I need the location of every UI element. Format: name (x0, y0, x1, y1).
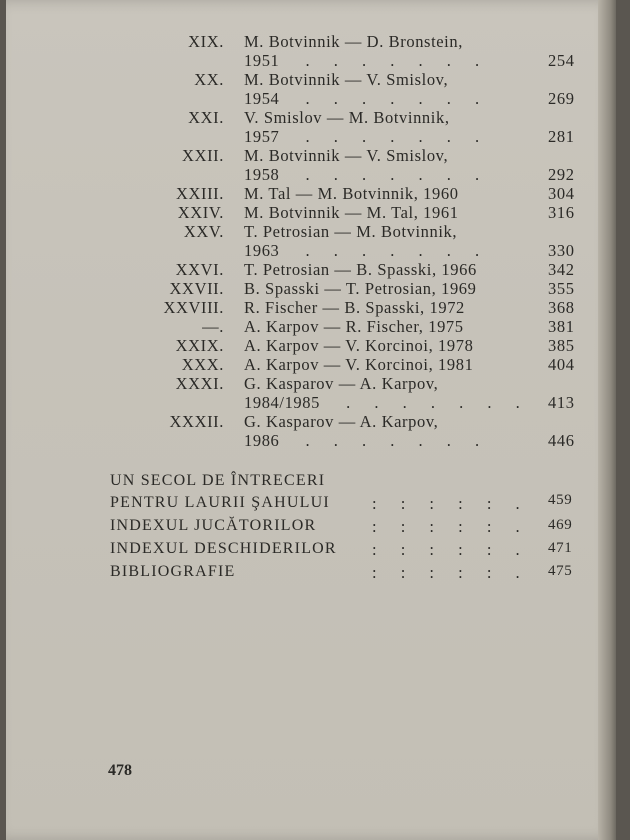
entry-year (244, 51, 534, 71)
chapter-number: XXVI. (175, 260, 224, 279)
entry-year-text: 1954 (244, 89, 280, 108)
book-page (6, 0, 616, 840)
section-page: 469 (548, 517, 573, 533)
section-title-line2: PENTRU LAURII ŞAHULUI (110, 494, 330, 511)
leader-dots: . . . . . . . (291, 127, 490, 146)
leader-dots: . . . . . . . (331, 393, 530, 412)
entry-year (244, 431, 534, 451)
entry-page: 269 (548, 89, 575, 108)
leader-dots: . . . . . . . (291, 51, 490, 70)
entry-year-text: 1984/1985 (244, 393, 320, 412)
toc-entry (6, 412, 596, 450)
entry-year (244, 89, 534, 109)
entry-title: A. Karpov — R. Fischer, 1975 (244, 317, 464, 336)
entry-title: A. Karpov — V. Korcinoi, 1978 (244, 336, 474, 355)
leader-dots: . . . . . . . (291, 165, 490, 184)
entry-title: A. Karpov — V. Korcinoi, 1981 (244, 355, 474, 374)
entry-page: 368 (548, 298, 575, 317)
toc-entry (6, 336, 596, 355)
chapter-number: XXVIII. (163, 298, 224, 317)
toc-entry (6, 146, 596, 184)
chapter-number: XXXII. (169, 412, 224, 431)
entry-title: M. Botvinnik — D. Bronstein, (244, 32, 463, 51)
chapter-number: XX. (194, 70, 224, 89)
leader-dots: : : : : : . (372, 517, 530, 536)
toc-section (6, 517, 596, 540)
entry-year-text: 1957 (244, 127, 280, 146)
toc-entry (6, 279, 596, 298)
entry-page: 385 (548, 336, 575, 355)
chapter-number: XXII. (182, 146, 224, 165)
toc-entry (6, 355, 596, 374)
chapter-number: XXV. (183, 222, 224, 241)
chapter-number: XXVII. (169, 279, 224, 298)
leader-dots: : : : : : . (372, 540, 530, 559)
entry-title: G. Kasparov — A. Karpov, (244, 412, 439, 431)
entry-title: M. Tal — M. Botvinnik, 1960 (244, 184, 459, 203)
page-number: 478 (108, 762, 132, 779)
entry-page: 281 (548, 127, 575, 146)
entry-page: 316 (548, 203, 575, 222)
toc-entry (6, 32, 596, 70)
section-page: 471 (548, 540, 573, 556)
leader-dots: : : : : : . (372, 494, 530, 513)
page-edge (598, 0, 616, 840)
toc-entry (6, 184, 596, 203)
toc-entry (6, 317, 596, 336)
section-title: INDEXUL JUCĂTORILOR (110, 517, 317, 534)
entry-page: 342 (548, 260, 575, 279)
toc-entry (6, 203, 596, 222)
entry-page: 304 (548, 184, 575, 203)
chapter-number: —. (202, 317, 224, 336)
toc-section (6, 540, 596, 563)
entry-year (244, 393, 534, 413)
entry-year (244, 127, 534, 147)
leader-dots: . . . . . . . (291, 89, 490, 108)
leader-dots: : : : : : . (372, 563, 530, 582)
toc-section (6, 563, 596, 586)
entry-title: T. Petrosian — M. Botvinnik, (244, 222, 458, 241)
entry-year-text: 1963 (244, 241, 280, 260)
chapter-number: XIX. (188, 32, 224, 51)
section-page: 459 (548, 492, 573, 508)
entry-year-text: 1951 (244, 51, 280, 70)
toc-entry (6, 222, 596, 260)
entry-page: 404 (548, 355, 575, 374)
entry-page: 254 (548, 51, 575, 70)
entry-page: 292 (548, 165, 575, 184)
chapter-number: XXIX. (175, 336, 224, 355)
leader-dots: . . . . . . . (291, 241, 490, 260)
match-entries (6, 32, 596, 450)
chapter-number: XXXI. (175, 374, 224, 393)
entry-title: R. Fischer — B. Spasski, 1972 (244, 298, 465, 317)
entry-title: M. Botvinnik — V. Smislov, (244, 146, 449, 165)
section-title: INDEXUL DESCHIDERILOR (110, 540, 337, 557)
leader-dots: . . . . . . . (291, 431, 490, 450)
section-title: BIBLIOGRAFIE (110, 563, 236, 580)
entry-year-text: 1986 (244, 431, 280, 450)
entry-page: 381 (548, 317, 575, 336)
entry-page: 330 (548, 241, 575, 260)
toc-entry (6, 108, 596, 146)
entry-title: M. Botvinnik — V. Smislov, (244, 70, 449, 89)
toc-entry (6, 70, 596, 108)
entry-year-text: 1958 (244, 165, 280, 184)
chapter-number: XXI. (188, 108, 224, 127)
chapter-number: XXIII. (175, 184, 224, 203)
entry-page: 446 (548, 431, 575, 450)
entry-year (244, 241, 534, 261)
entry-title: T. Petrosian — B. Spasski, 1966 (244, 260, 477, 279)
entry-title: V. Smislov — M. Botvinnik, (244, 108, 450, 127)
entry-page: 355 (548, 279, 575, 298)
entry-title: M. Botvinnik — M. Tal, 1961 (244, 203, 459, 222)
chapter-number: XXIV. (177, 203, 224, 222)
entry-title: B. Spasski — T. Petrosian, 1969 (244, 279, 477, 298)
chapter-number: XXX. (181, 355, 224, 374)
toc-entry (6, 374, 596, 412)
entry-page: 413 (548, 393, 575, 412)
table-of-contents (6, 32, 596, 586)
entry-title: G. Kasparov — A. Karpov, (244, 374, 439, 393)
section-title: UN SECOL DE ÎNTRECERI (110, 472, 326, 489)
toc-section (6, 472, 596, 517)
toc-entry (6, 260, 596, 279)
entry-year (244, 165, 534, 185)
section-page: 475 (548, 563, 573, 579)
toc-entry (6, 298, 596, 317)
back-matter-entries (6, 472, 596, 586)
